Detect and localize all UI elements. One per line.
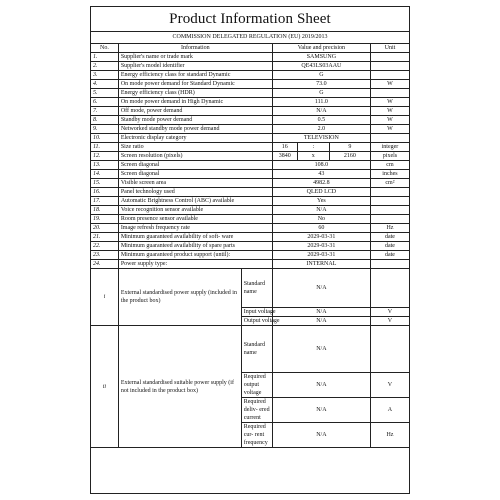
psu-ii-output-voltage-label: Required output voltage [241,373,272,398]
table-row [91,89,409,98]
row-information: Supplier's name or trade mark [118,53,272,62]
row-number: 10. [91,134,118,143]
row-value: 60 [272,224,370,233]
row-value-separator: : [297,143,329,152]
table-row [91,143,409,152]
row-unit: cm [370,161,409,170]
psu-ii-number: ii [91,326,118,448]
row-information: Networked standby mode power demand [118,125,272,134]
row-number: 5. [91,89,118,98]
row-information: Energy efficiency class (HDR) [118,89,272,98]
row-information: On mode power demand in High Dynamic [118,98,272,107]
row-value: TELEVISION [272,134,370,143]
row-unit: date [370,242,409,251]
row-unit: pixels [370,152,409,161]
row-information: Voice recognition sensor available [118,206,272,215]
row-value-separator: x [297,152,329,161]
psu-i-number: i [91,269,118,326]
row-information: Room presence sensor available [118,215,272,224]
row-number: 23. [91,251,118,260]
table-row [91,116,409,125]
psu-i-row [91,269,409,308]
psu-ii-standard-name-value: N/A [272,326,370,373]
table-row [91,71,409,80]
row-unit [370,71,409,80]
table-row [91,197,409,206]
row-number: 6. [91,98,118,107]
row-number: 11. [91,143,118,152]
header-information: Information [118,44,272,53]
psu-i-output-label: Output voltage [241,317,272,326]
table-row [91,251,409,260]
sheet-title: Product Information Sheet [91,7,409,32]
row-information: Minimum guaranteed availability of spare parts [118,242,272,251]
row-value-a: 16 [272,143,297,152]
psu-ii-standard-name-unit [370,326,409,373]
row-unit: date [370,251,409,260]
row-information: Visible screen area [118,179,272,188]
row-value-b: 2160 [329,152,370,161]
psu-ii-frequency-label: Required cur- rent frequency [241,423,272,448]
row-unit: integer [370,143,409,152]
row-number: 8. [91,116,118,125]
psu-i-description: External standardised power supply (included in the product box) [118,269,241,326]
row-number: 22. [91,242,118,251]
row-unit [370,89,409,98]
row-number: 3. [91,71,118,80]
row-number: 24. [91,260,118,269]
row-unit [370,206,409,215]
header-no: No. [91,44,118,53]
table-row [91,233,409,242]
row-number: 12. [91,152,118,161]
psu-ii-frequency-value: N/A [272,423,370,448]
table-row [91,134,409,143]
row-value: QLED LCD [272,188,370,197]
table-row [91,161,409,170]
table-row [91,242,409,251]
row-value: 108.0 [272,161,370,170]
regulation-heading: COMMISSION DELEGATED REGULATION (EU) 2019/2013 [91,32,409,44]
row-value: 2029-03-31 [272,242,370,251]
psu-ii-output-voltage-unit: V [370,373,409,398]
row-information: Automatic Brightness Control (ABC) available [118,197,272,206]
row-information: Panel technology used [118,188,272,197]
table-row [91,179,409,188]
row-number: 1. [91,53,118,62]
row-number: 16. [91,188,118,197]
row-unit: cm² [370,179,409,188]
header-value: Value and precision [272,44,370,53]
row-value: QE43LS03AAU [272,62,370,71]
row-value-b: 9 [329,143,370,152]
table-row [91,80,409,89]
row-value: 0.5 [272,116,370,125]
row-value: 2029-03-31 [272,251,370,260]
row-number: 13. [91,161,118,170]
table-row [91,170,409,179]
row-information: Minimum guaranteed availability of soft- ware [118,233,272,242]
psu-i-standard-name-value: N/A [272,269,370,308]
table-row [91,152,409,161]
table-row [91,125,409,134]
psu-i-input-label: Input voltage [241,308,272,317]
row-number: 20. [91,224,118,233]
row-value-a: 3840 [272,152,297,161]
psu-ii-description: External standardised suitable power supply (if not included in the product box) [118,326,241,448]
row-unit [370,62,409,71]
row-information: Image refresh frequency rate [118,224,272,233]
row-unit [370,53,409,62]
row-value: SAMSUNG [272,53,370,62]
table-row [91,224,409,233]
row-number: 19. [91,215,118,224]
row-information: Standby mode power demand [118,116,272,125]
psu-ii-output-voltage-value: N/A [272,373,370,398]
psu-i-input-unit: V [370,308,409,317]
row-number: 15. [91,179,118,188]
row-number: 21. [91,233,118,242]
row-information: Power supply type: [118,260,272,269]
product-information-sheet [90,6,410,494]
row-information: Minimum guaranteed product support (until): [118,251,272,260]
row-unit: inches [370,170,409,179]
table-row [91,107,409,116]
row-value: N/A [272,206,370,215]
header-unit: Unit [370,44,409,53]
row-value: 73.0 [272,80,370,89]
row-unit [370,134,409,143]
row-unit [370,197,409,206]
row-information: On mode power demand for Standard Dynamic [118,80,272,89]
row-value: G [272,89,370,98]
row-information: Screen resolution (pixels) [118,152,272,161]
psu-ii-current-label: Required deliv- ered current [241,398,272,423]
row-value: No [272,215,370,224]
row-unit: W [370,80,409,89]
row-value: 2029-03-31 [272,233,370,242]
row-unit [370,215,409,224]
row-unit: W [370,116,409,125]
row-unit: Hz [370,224,409,233]
row-number: 14. [91,170,118,179]
row-number: 18. [91,206,118,215]
row-information: Screen diagonal [118,161,272,170]
table-header-row [91,44,409,53]
row-number: 17. [91,197,118,206]
row-number: 7. [91,107,118,116]
row-value: 43 [272,170,370,179]
table-row [91,260,409,269]
row-value: 111.0 [272,98,370,107]
row-information: Supplier's model identifier [118,62,272,71]
row-unit: date [370,233,409,242]
row-value: N/A [272,107,370,116]
row-value: 2.0 [272,125,370,134]
row-unit [370,188,409,197]
psu-i-output-unit: V [370,317,409,326]
table-row [91,206,409,215]
row-information: Energy efficiency class for standard Dynamic [118,71,272,80]
table-row [91,62,409,71]
row-information: Screen diagonal [118,170,272,179]
row-number: 4. [91,80,118,89]
psu-ii-current-value: N/A [272,398,370,423]
row-unit [370,260,409,269]
psu-ii-frequency-unit: Hz [370,423,409,448]
row-information: Electronic display category [118,134,272,143]
row-value: INTERNAL [272,260,370,269]
psu-i-standard-name-label: Standard name [241,269,272,308]
psu-ii-standard-name-label: Standard name [241,326,272,373]
row-unit: W [370,125,409,134]
row-number: 2. [91,62,118,71]
table-row [91,53,409,62]
row-unit: W [370,107,409,116]
psu-i-standard-name-unit [370,269,409,308]
row-information: Off mode, power demand [118,107,272,116]
psu-i-output-value: N/A [272,317,370,326]
row-value: 4982.8 [272,179,370,188]
row-number: 9. [91,125,118,134]
table-row [91,188,409,197]
table-row [91,215,409,224]
psu-ii-row [91,326,409,373]
row-information: Size ratio [118,143,272,152]
info-table [91,44,409,448]
row-value: G [272,71,370,80]
table-row [91,98,409,107]
row-unit: W [370,98,409,107]
psu-ii-current-unit: A [370,398,409,423]
psu-i-input-value: N/A [272,308,370,317]
row-value: Yes [272,197,370,206]
